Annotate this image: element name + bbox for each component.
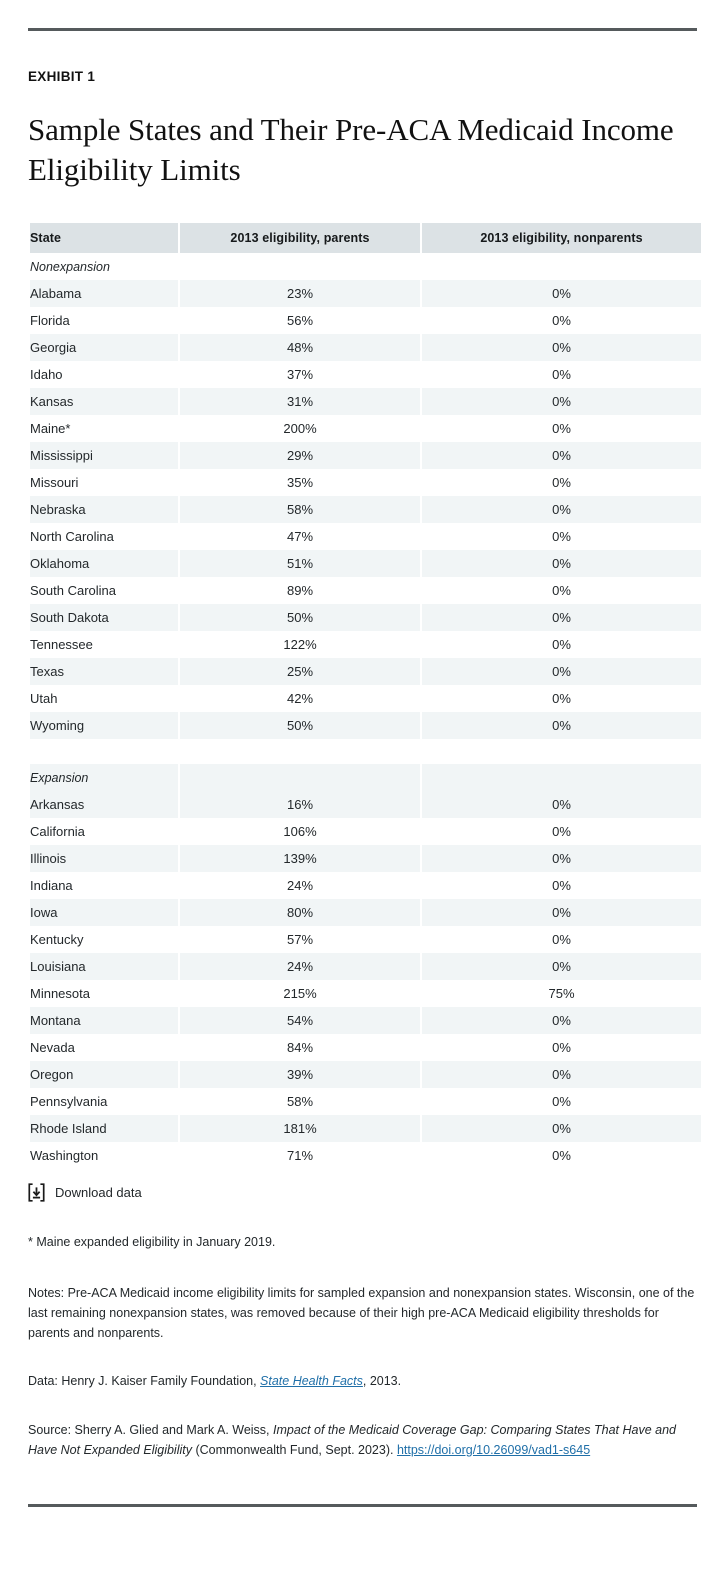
cell-nonparents: 0% (422, 845, 701, 872)
cell-nonparents: 0% (422, 469, 701, 496)
table-row (30, 926, 701, 953)
cell-parents: 29% (180, 442, 420, 469)
source-report-title: Impact of the Medicaid Coverage Gap: Comparing States That Have and Have Not Expanded Eligibility (28, 1422, 677, 1457)
cell-state: Oklahoma (30, 550, 178, 577)
table-row (30, 818, 701, 845)
table-row (30, 442, 701, 469)
cell-nonparents: 0% (422, 388, 701, 415)
table-row (30, 496, 701, 523)
cell-state: Texas (30, 658, 178, 685)
table-row (30, 604, 701, 631)
cell-nonparents: 0% (422, 1142, 701, 1169)
cell-nonparents: 0% (422, 496, 701, 523)
cell-parents: 71% (180, 1142, 420, 1169)
cell-nonparents: 0% (422, 658, 701, 685)
section-header-row (30, 764, 701, 791)
cell-parents: 47% (180, 523, 420, 550)
cell-state: Oregon (30, 1061, 178, 1088)
exhibit-page (0, 28, 725, 1507)
table-row (30, 953, 701, 980)
source-middle: (Commonwealth Fund, Sept. 2023). (191, 1442, 397, 1457)
cell-state: Maine* (30, 415, 178, 442)
cell-state: Rhode Island (30, 1115, 178, 1142)
cell-state: Washington (30, 1142, 178, 1169)
table-header (30, 223, 701, 253)
download-data-label: Download data (55, 1185, 142, 1201)
cell-state: Kentucky (30, 926, 178, 953)
cell-state: Utah (30, 685, 178, 712)
column-header-parents: 2013 eligibility, parents (180, 223, 420, 253)
cell-parents: 23% (180, 280, 420, 307)
cell-parents: 181% (180, 1115, 420, 1142)
cell-parents: 200% (180, 415, 420, 442)
cell-nonparents: 0% (422, 1007, 701, 1034)
cell-state: Alabama (30, 280, 178, 307)
section-spacer (30, 739, 701, 764)
cell-parents: 24% (180, 953, 420, 980)
bottom-rule (28, 1504, 697, 1507)
cell-parents: 122% (180, 631, 420, 658)
cell-state: Montana (30, 1007, 178, 1034)
cell-nonparents: 0% (422, 415, 701, 442)
table-row (30, 577, 701, 604)
cell-state: Iowa (30, 899, 178, 926)
table-row (30, 1034, 701, 1061)
cell-parents: 51% (180, 550, 420, 577)
table-row (30, 334, 701, 361)
cell-state: Nevada (30, 1034, 178, 1061)
cell-parents: 139% (180, 845, 420, 872)
cell-state: Missouri (30, 469, 178, 496)
cell-parents: 80% (180, 899, 420, 926)
cell-state: North Carolina (30, 523, 178, 550)
download-icon (28, 1183, 45, 1202)
cell-nonparents: 0% (422, 899, 701, 926)
eligibility-table (28, 223, 703, 1169)
cell-parents: 106% (180, 818, 420, 845)
column-header-state: State (30, 223, 178, 253)
cell-parents: 50% (180, 712, 420, 739)
table-body (30, 253, 701, 1169)
cell-state: Idaho (30, 361, 178, 388)
cell-nonparents: 0% (422, 791, 701, 818)
cell-parents: 57% (180, 926, 420, 953)
cell-nonparents: 0% (422, 926, 701, 953)
cell-state: Wyoming (30, 712, 178, 739)
table-row (30, 361, 701, 388)
cell-nonparents: 0% (422, 631, 701, 658)
table-row (30, 280, 701, 307)
cell-nonparents: 0% (422, 577, 701, 604)
cell-nonparents: 0% (422, 334, 701, 361)
cell-parents: 215% (180, 980, 420, 1007)
table-row (30, 550, 701, 577)
cell-parents: 25% (180, 658, 420, 685)
cell-state: Arkansas (30, 791, 178, 818)
cell-parents: 39% (180, 1061, 420, 1088)
cell-parents: 54% (180, 1007, 420, 1034)
table-row (30, 631, 701, 658)
data-prefix: Data: Henry J. Kaiser Family Foundation, (28, 1374, 261, 1389)
state-health-facts-link[interactable]: State Health Facts (260, 1374, 363, 1389)
cell-state: Georgia (30, 334, 178, 361)
cell-state: South Dakota (30, 604, 178, 631)
table-row (30, 899, 701, 926)
table-row (30, 658, 701, 685)
cell-parents: 31% (180, 388, 420, 415)
cell-parents: 56% (180, 307, 420, 334)
cell-nonparents: 0% (422, 818, 701, 845)
table-row (30, 388, 701, 415)
cell-state: Kansas (30, 388, 178, 415)
cell-state: Tennessee (30, 631, 178, 658)
cell-nonparents: 0% (422, 953, 701, 980)
table-row (30, 791, 701, 818)
section-label: Expansion (30, 764, 178, 791)
source-line (28, 1420, 697, 1461)
cell-state: Illinois (30, 845, 178, 872)
exhibit-label: EXHIBIT 1 (28, 69, 96, 84)
top-rule (28, 28, 697, 31)
table-row (30, 845, 701, 872)
data-source-line (28, 1371, 697, 1391)
cell-state: Florida (30, 307, 178, 334)
column-header-nonparents: 2013 eligibility, nonparents (422, 223, 701, 253)
table-row (30, 685, 701, 712)
cell-nonparents: 0% (422, 550, 701, 577)
cell-nonparents: 0% (422, 1061, 701, 1088)
cell-state: California (30, 818, 178, 845)
cell-parents: 24% (180, 872, 420, 899)
cell-nonparents: 0% (422, 604, 701, 631)
table-row (30, 1061, 701, 1088)
cell-parents: 84% (180, 1034, 420, 1061)
table-row (30, 307, 701, 334)
cell-parents: 58% (180, 496, 420, 523)
cell-parents: 16% (180, 791, 420, 818)
table-row (30, 1115, 701, 1142)
table-row (30, 1088, 701, 1115)
cell-nonparents: 0% (422, 872, 701, 899)
cell-parents: 35% (180, 469, 420, 496)
table-header-row (30, 223, 701, 253)
page-title: Sample States and Their Pre-ACA Medicaid Income Eligibility Limits (28, 112, 674, 187)
cell-nonparents: 0% (422, 1088, 701, 1115)
table-row (30, 469, 701, 496)
cell-parents: 37% (180, 361, 420, 388)
notes-footnote: Notes: Pre-ACA Medicaid income eligibility limits for sampled expansion and nonexpansion states. Wisconsin, one of the last remaining nonexpansion states, was removed because of their high pre-ACA Medicaid eligibility thresholds for parents and nonparents. (28, 1285, 695, 1341)
cell-state: Nebraska (30, 496, 178, 523)
section-label: Nonexpansion (30, 253, 178, 280)
data-suffix: , 2013. (362, 1374, 402, 1389)
table-row (30, 712, 701, 739)
download-data-button[interactable] (28, 1183, 697, 1202)
doi-link[interactable]: https://doi.org/10.26099/vad1-s645 (396, 1442, 591, 1457)
cell-nonparents: 0% (422, 280, 701, 307)
cell-state: Indiana (30, 872, 178, 899)
cell-parents: 58% (180, 1088, 420, 1115)
cell-nonparents: 0% (422, 1034, 701, 1061)
cell-nonparents: 0% (422, 361, 701, 388)
cell-nonparents: 0% (422, 307, 701, 334)
cell-parents: 48% (180, 334, 420, 361)
asterisk-footnote: * Maine expanded eligibility in January 2019. (28, 1235, 276, 1250)
cell-nonparents: 0% (422, 685, 701, 712)
cell-state: South Carolina (30, 577, 178, 604)
cell-parents: 50% (180, 604, 420, 631)
cell-parents: 89% (180, 577, 420, 604)
cell-state: Mississippi (30, 442, 178, 469)
cell-nonparents: 0% (422, 442, 701, 469)
cell-state: Louisiana (30, 953, 178, 980)
cell-state: Pennsylvania (30, 1088, 178, 1115)
cell-nonparents: 75% (422, 980, 701, 1007)
table-row (30, 415, 701, 442)
cell-nonparents: 0% (422, 1115, 701, 1142)
table-row (30, 872, 701, 899)
cell-nonparents: 0% (422, 712, 701, 739)
source-prefix: Source: Sherry A. Glied and Mark A. Weiss, (28, 1422, 274, 1437)
cell-parents: 42% (180, 685, 420, 712)
section-header-row (30, 253, 701, 280)
table-row (30, 1142, 701, 1169)
cell-state: Minnesota (30, 980, 178, 1007)
cell-nonparents: 0% (422, 523, 701, 550)
table-row (30, 523, 701, 550)
table-row (30, 980, 701, 1007)
table-row (30, 1007, 701, 1034)
